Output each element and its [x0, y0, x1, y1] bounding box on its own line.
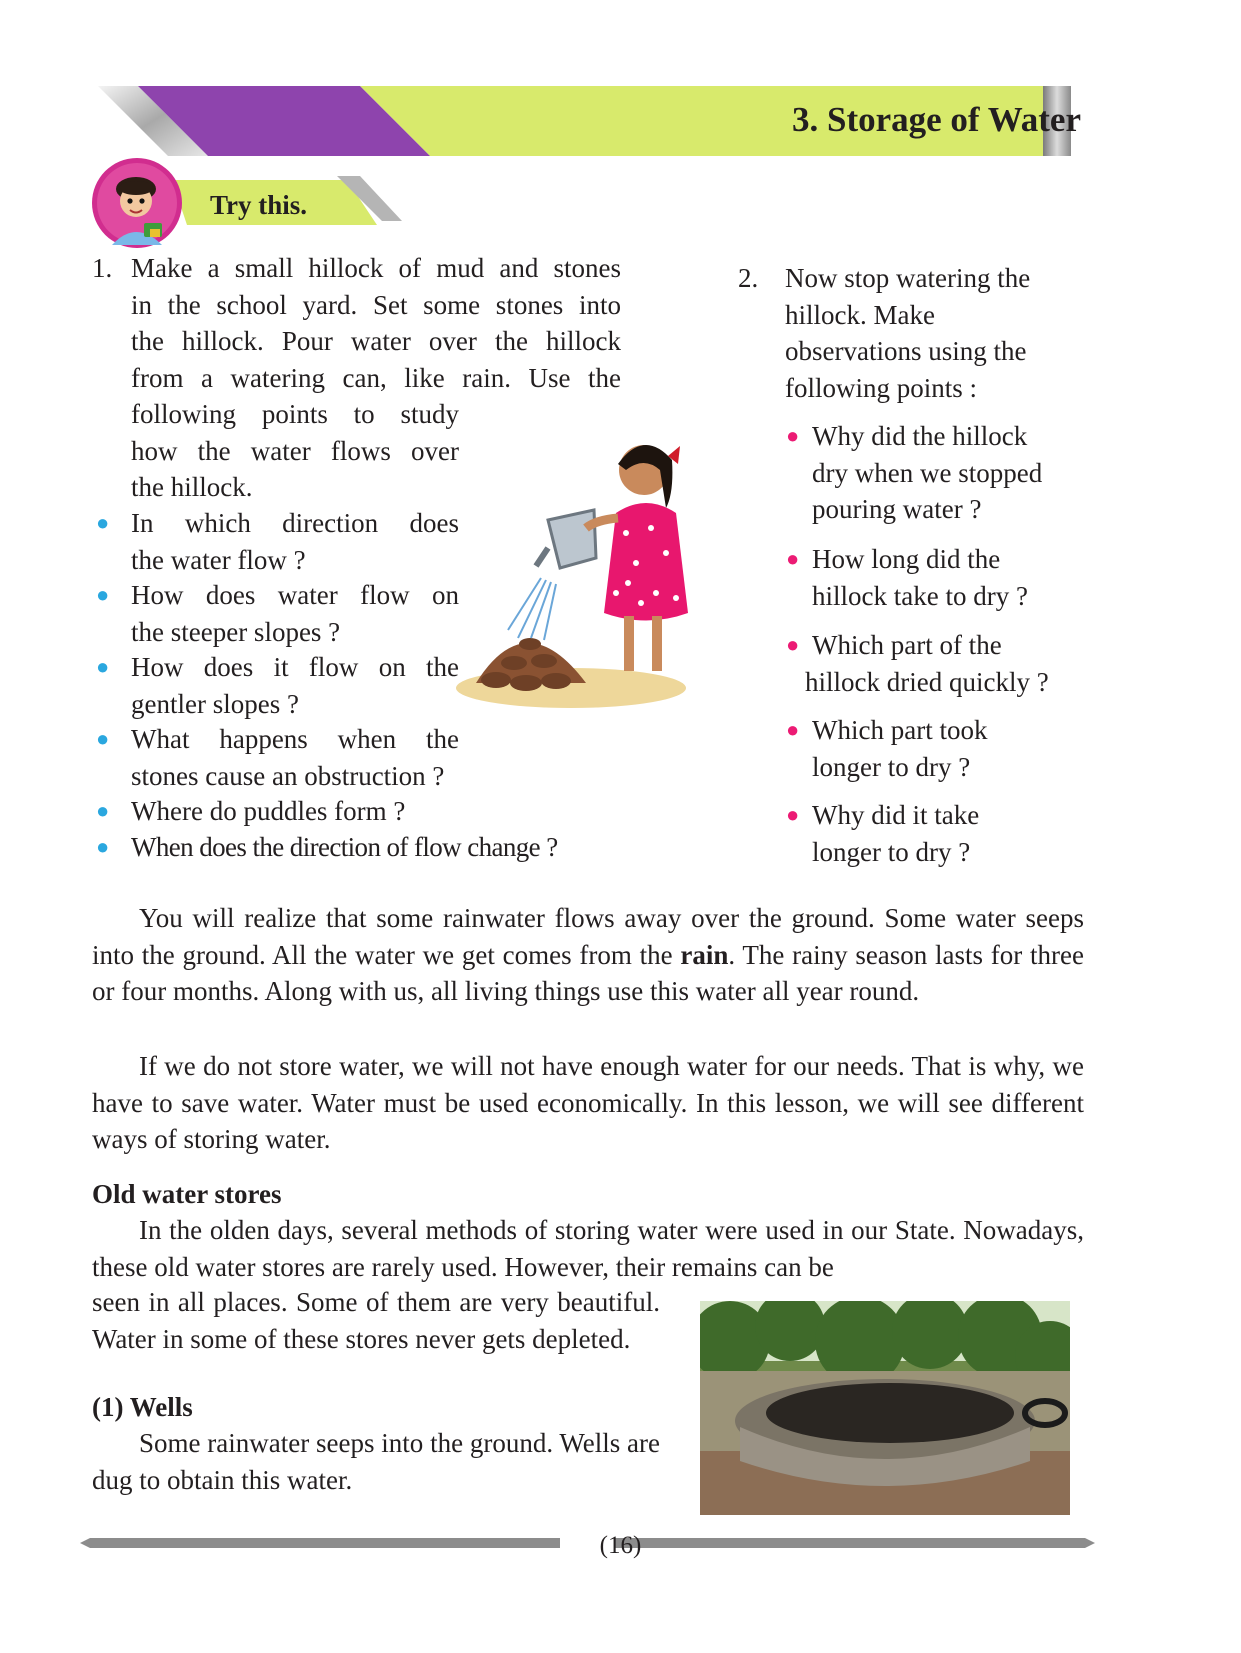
- bullet-icon: ●: [786, 423, 800, 448]
- section-heading-old-water-stores: Old water stores: [92, 1179, 282, 1209]
- try-this-label: Try this.: [210, 190, 308, 220]
- bold-term: rain: [680, 939, 729, 970]
- question-item: ● What happens when the stones cause an obstruction ?: [92, 721, 592, 794]
- chapter-title: 3. Storage of Water: [791, 100, 1081, 139]
- girl-watering-hillock-illustration: [456, 398, 706, 723]
- question-item: ● How long did the hillock take to dry ?: [786, 541, 1086, 614]
- activity-1-number: 1.: [92, 253, 113, 283]
- question-item: ● Where do puddles form ?: [92, 793, 532, 830]
- paragraph-wells: Some rainwater seeps into the ground. Wells are dug to obtain this water.: [92, 1428, 660, 1495]
- intro-line: from a watering can, like rain. Use the: [131, 362, 621, 393]
- bullet-icon: ●: [786, 717, 800, 742]
- intro-line: in the school yard. Set some stones into: [131, 289, 621, 320]
- bullet-icon: ●: [96, 834, 110, 859]
- paragraph-store-water: If we do not store water, we will not have enough water for our needs. That is why, we have to save water. Water must be used economically. In this lesson, we will see different ways of storing water.: [92, 1051, 1084, 1154]
- question-item: ● How does water flow on the steeper slopes ?: [92, 577, 532, 650]
- intro-line: observations using the: [785, 336, 1027, 366]
- page-number: (16): [599, 1532, 642, 1559]
- intro-line: hillock. Make: [785, 299, 935, 330]
- intro-line: Make a small hillock of mud and stones: [131, 253, 621, 283]
- question-item: ● How does it flow on the gentler slopes ?: [92, 649, 532, 722]
- intro-line: Now stop watering the: [785, 263, 1031, 293]
- question-item: ● Which part of the hillock dried quickly ?: [786, 627, 1086, 700]
- paragraph-rainwater: You will realize that some rainwater flows away over the ground. Some water seeps into the ground. All the water we get comes from the rain. The rainy season lasts for three or four months. Along with us, all living things use this water all year round.: [92, 903, 1084, 1006]
- intro-line: how the water flows over: [131, 435, 459, 466]
- bullet-icon: ●: [96, 654, 110, 679]
- paragraph-old-stores: In the olden days, several methods of storing water were used in our State. Nowadays, these old water stores are rarely used. However, their remains can be: [92, 1215, 1084, 1282]
- intro-line: the hillock.: [131, 472, 253, 502]
- bullet-icon: ●: [96, 798, 110, 823]
- paragraph-old-stores-continued: seen in all places. Some of them are very beautiful. Water in some of these stores never gets depleted.: [92, 1287, 660, 1354]
- question-item: ● When does the direction of flow change ?: [92, 829, 632, 866]
- intro-line: the hillock. Pour water over the hillock: [131, 326, 621, 356]
- question-item: ● In which direction does the water flow ?: [92, 505, 532, 578]
- bullet-icon: ●: [786, 632, 800, 657]
- bullet-icon: ●: [786, 802, 800, 827]
- question-item: ● Why did it take longer to dry ?: [786, 797, 1086, 870]
- question-item: ● Why did the hillock dry when we stopped pouring water ?: [786, 418, 1086, 528]
- question-item: ● Which part took longer to dry ?: [786, 712, 1086, 785]
- bullet-icon: ●: [96, 726, 110, 751]
- intro-line: following points :: [785, 372, 978, 403]
- activity-2-number: 2.: [738, 263, 759, 293]
- bullet-icon: ●: [96, 582, 110, 607]
- bullet-icon: ●: [786, 546, 800, 571]
- old-well-photo: [700, 1301, 1070, 1515]
- intro-line: following points to study: [131, 399, 459, 429]
- bullet-icon: ●: [96, 510, 110, 535]
- activity-2-intro: [785, 260, 1085, 406]
- section-heading-wells: (1) Wells: [92, 1392, 193, 1422]
